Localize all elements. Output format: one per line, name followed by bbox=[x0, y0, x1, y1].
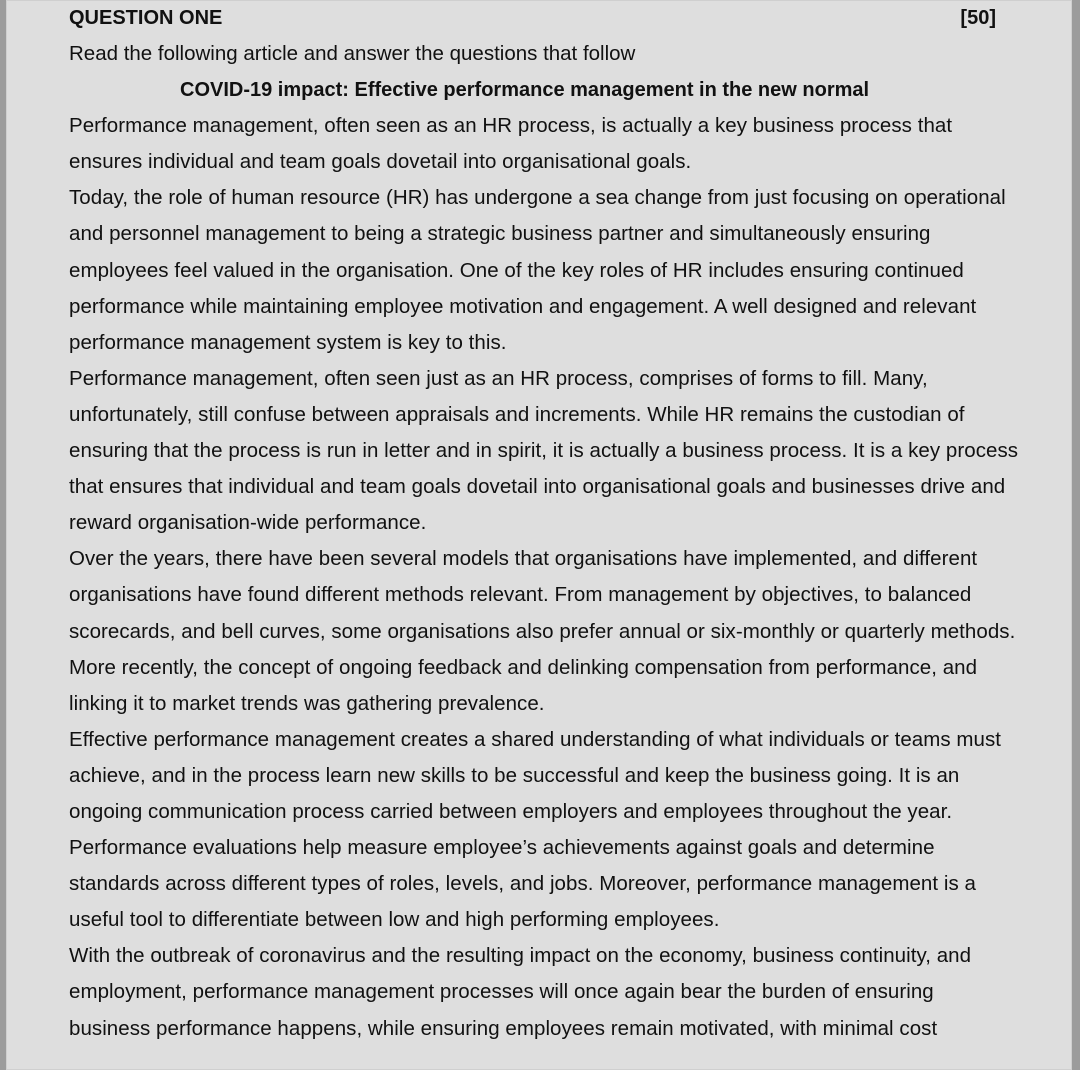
article-paragraph: Today, the role of human resource (HR) has undergone a sea change from just focusing on operational and personnel management to being a strategic business partner and simultaneously ensuring employees feel valued in the organisation. One of the key roles of HR includes ensuring continued performance while maintaining employee motivation and engagement. A well designed and relevant performance management system is key to this. bbox=[69, 186, 1006, 354]
article-paragraph: Effective performance management creates a shared understanding of what individuals or teams must achieve, and in the process learn new skills to be successful and keep the business going. It is an ongoing communication process carried between employers and employees throughout the year. Performance evaluations help measure employee’s achievements against goals and determine standards across different types of roles, levels, and jobs. Moreover, performance management is a useful tool to differentiate between low and high performing employees. bbox=[69, 727, 1002, 932]
article-paragraph: Performance management, often seen just as an HR process, comprises of forms to fill. Many, unfortunately, still confuse between appraisals and increments. While HR remains the custodian of ensuring that the process is run in letter and in spirit, it is actually a business process. It is a key process that ensures that individual and team goals dovetail into organisational goals and businesses drive and reward organisation-wide performance. bbox=[69, 366, 1019, 535]
article-paragraph: With the outbreak of coronavirus and the resulting impact on the economy, business continuity, and employment, performance management processes will once again bear the burden of ensuring business performance happens, while ensuring employees remain motivated, with minimal cost bbox=[69, 944, 972, 1040]
question-header bbox=[69, 3, 1019, 33]
document-content bbox=[69, 3, 1019, 1047]
article-paragraph: Performance management, often seen as an HR process, is actually a key business process that ensures individual and team goals dovetail into organisational goals. bbox=[69, 114, 953, 174]
question-marks: [50] bbox=[960, 7, 996, 29]
question-instruction: Read the following article and answer the questions that follow bbox=[69, 42, 636, 65]
article-title: COVID-19 impact: Effective performance management in the new normal bbox=[180, 79, 870, 102]
article-paragraph: Over the years, there have been several models that organisations have implemented, and different organisations have found different methods relevant. From management by objectives, to balanced scorecards, and bell curves, some organisations also prefer annual or six-monthly or quarterly methods. More recently, the concept of ongoing feedback and delinking compensation from performance, and linking it to market trends was gathering prevalence. bbox=[69, 547, 1016, 715]
question-heading: QUESTION ONE bbox=[69, 7, 223, 29]
document-page bbox=[6, 0, 1072, 1070]
